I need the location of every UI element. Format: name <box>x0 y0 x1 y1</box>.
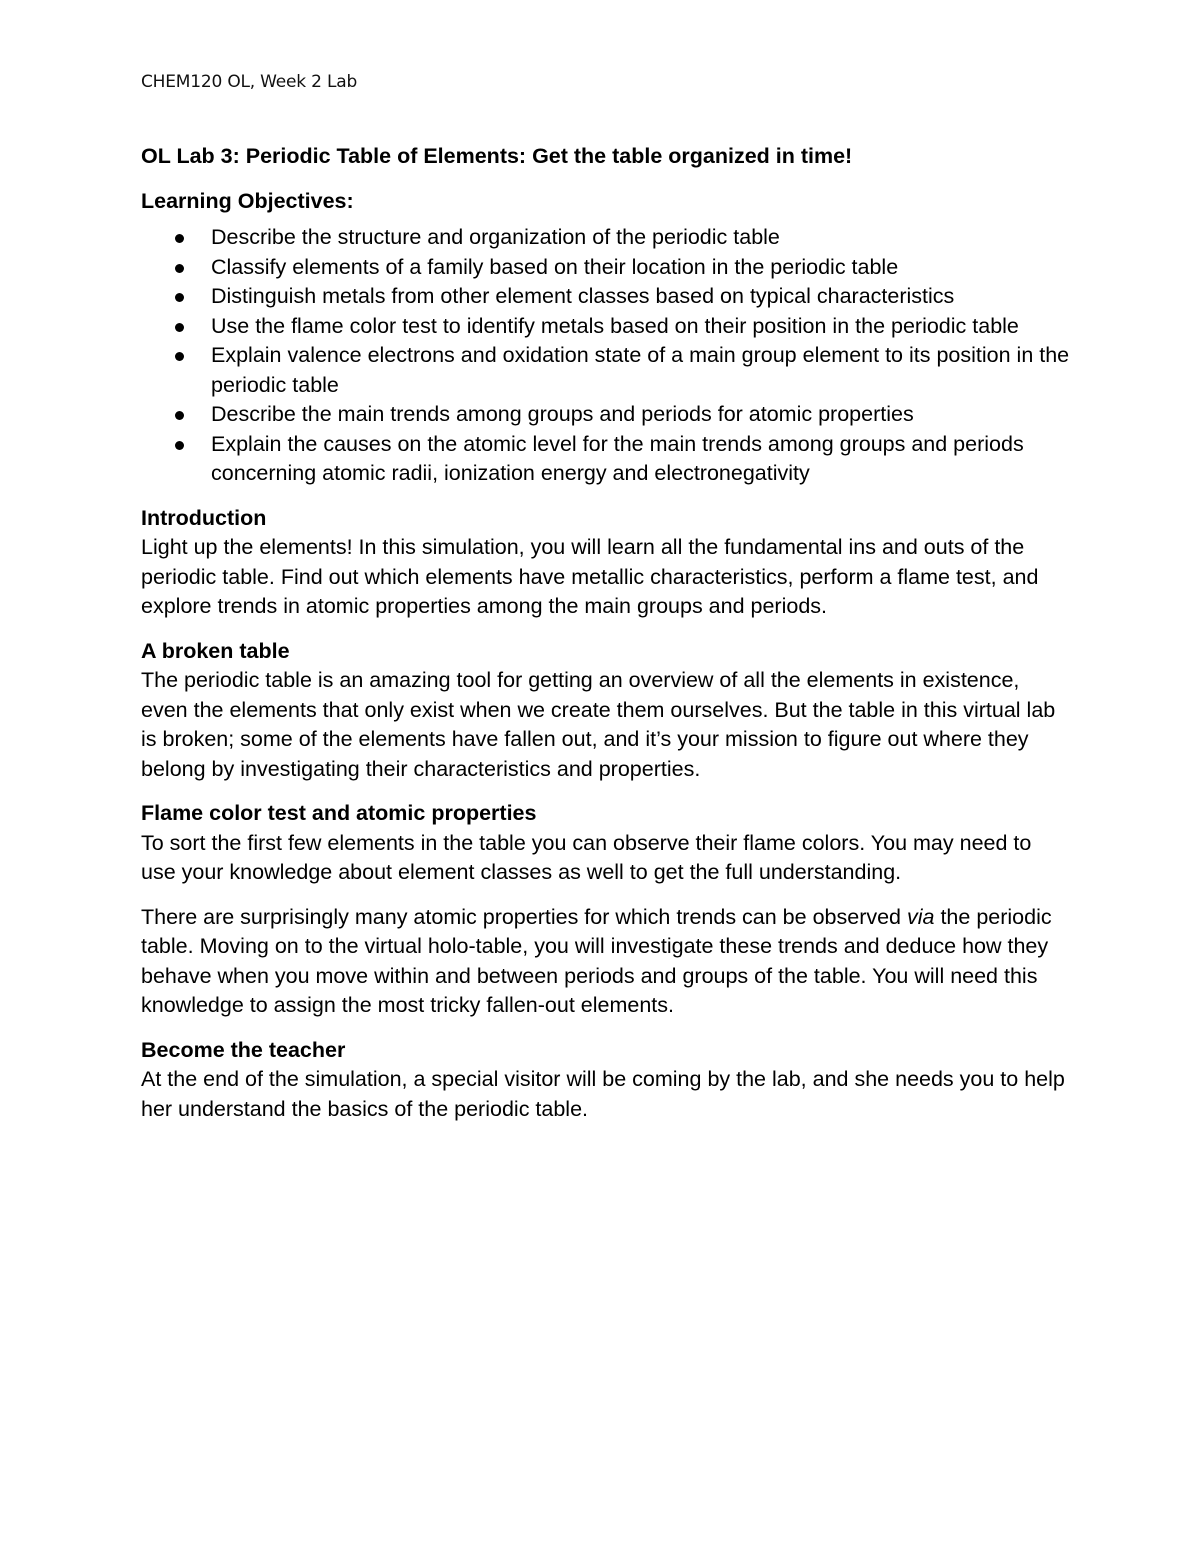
objective-item <box>141 282 1071 312</box>
learning-objectives-heading: Learning Objectives: <box>141 188 354 213</box>
bullet-icon <box>175 234 184 243</box>
objective-text: Describe the structure and organization of the periodic table <box>211 225 780 249</box>
learning-objectives-list <box>141 223 1071 489</box>
objective-text: Use the flame color test to identify metals based on their position in the periodic table <box>211 313 1019 338</box>
objective-item <box>141 253 1071 283</box>
document-body <box>141 142 1071 1139</box>
objective-item <box>141 312 1071 342</box>
objective-text: Explain the causes on the atomic level for the main trends among groups and periods concerning atomic radii, ionization energy and electronegativity <box>211 431 1024 485</box>
bullet-icon <box>175 441 184 450</box>
flame-test-text: To sort the first few elements in the table you can observe their flame colors. You may need to use your knowledge about element classes as well to get the full understanding. <box>141 830 1032 884</box>
document-title: OL Lab 3: Periodic Table of Elements: Get the table organized in time! <box>141 144 853 168</box>
atomic-properties-text-italic: via <box>907 904 935 929</box>
become-teacher-text: At the end of the simulation, a special visitor will be coming by the lab, and she needs you to help her understand the basics of the periodic table. <box>141 1067 1065 1121</box>
bullet-icon <box>175 411 184 420</box>
objective-item <box>141 430 1071 489</box>
atomic-properties-text-start: There are surprisingly many atomic properties for which trends can be observed <box>141 904 907 929</box>
introduction-heading: Introduction <box>141 505 267 530</box>
broken-table-section <box>141 637 1071 785</box>
bullet-icon <box>175 352 184 361</box>
objective-item <box>141 341 1071 400</box>
bullet-icon <box>175 293 184 302</box>
objective-item <box>141 400 1071 430</box>
objective-item <box>141 223 1071 253</box>
flame-test-heading: Flame color test and atomic properties <box>141 801 537 825</box>
running-header: CHEM120 OL, Week 2 Lab <box>141 72 358 92</box>
objective-text: Distinguish metals from other element classes based on typical characteristics <box>211 284 955 308</box>
introduction-section <box>141 504 1071 622</box>
flame-test-section <box>141 799 1071 1021</box>
objective-text: Classify elements of a family based on their location in the periodic table <box>211 254 899 279</box>
objective-text: Describe the main trends among groups and periods for atomic properties <box>211 402 914 426</box>
bullet-icon <box>175 264 184 273</box>
broken-table-text: The periodic table is an amazing tool for getting an overview of all the elements in existence, even the elements that only exist when we create them ourselves. But the table in this virtual lab is broken; some of the elements have fallen out, and it’s your mission to figure out where they belong by investigating their characteristics and properties. <box>141 668 1056 781</box>
broken-table-heading: A broken table <box>141 638 290 663</box>
objective-text: Explain valence electrons and oxidation state of a main group element to its position in the periodic table <box>211 343 1070 397</box>
bullet-icon <box>175 323 184 332</box>
atomic-properties-text <box>141 903 1071 1021</box>
introduction-text: Light up the elements! In this simulation, you will learn all the fundamental ins and outs of the periodic table. Find out which elements have metallic characteristics, perform a flame test, and explore trends in atomic properties among the main groups and periods. <box>141 535 1039 618</box>
atomic-properties-text-end: the periodic table. Moving on to the virtual holo-table, you will investigate these trends and deduce how they behave when you move within and between periods and groups of the table. You will need this knowledge to assign the most tricky fallen-out elements. <box>141 904 1052 1017</box>
become-teacher-heading: Become the teacher <box>141 1037 346 1062</box>
become-teacher-section <box>141 1036 1071 1125</box>
